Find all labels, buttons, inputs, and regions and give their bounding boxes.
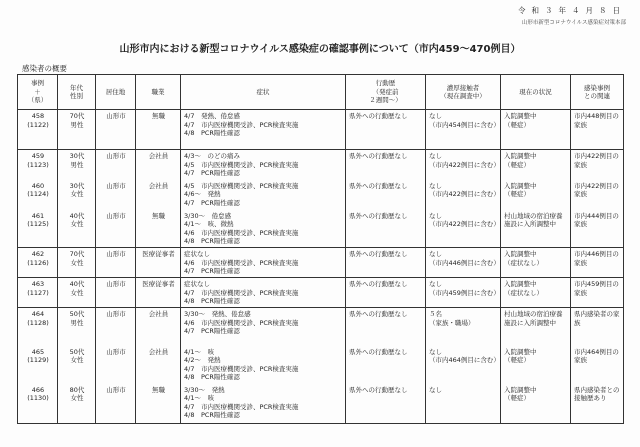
case-link-cell xyxy=(571,308,624,346)
residence: 山形市 xyxy=(106,152,126,160)
travel-history: 県外への行動歴なし xyxy=(349,112,408,120)
table-row xyxy=(18,110,624,150)
case-number-cell xyxy=(18,110,58,150)
case-link-cell xyxy=(571,150,624,180)
column-header-symptoms: 症状 xyxy=(181,75,346,110)
close-contacts-cell xyxy=(426,384,501,424)
age-sex-cell xyxy=(58,150,96,180)
case-link-cell xyxy=(571,278,624,308)
current-status-cell xyxy=(501,308,571,346)
current-status-cell xyxy=(501,110,571,150)
table-row xyxy=(18,210,624,248)
close-contacts-cell xyxy=(426,110,501,150)
age-sex-cell xyxy=(58,180,96,210)
occupation-cell xyxy=(136,210,181,248)
case-link-cell xyxy=(571,210,624,248)
close-contacts-cell xyxy=(426,308,501,346)
symptom-line: 4/5 市内医療機関受診、PCR検査実施 xyxy=(184,181,299,190)
residence: 山形市 xyxy=(106,310,126,318)
close-contacts: なし （市内422例目に含む） xyxy=(429,211,500,228)
table-header xyxy=(18,75,624,110)
case-number-cell xyxy=(18,248,58,278)
symptom-line: 4/6 市内医療機関受診、PCR検査実施 xyxy=(184,258,299,267)
occupation-cell xyxy=(136,248,181,278)
symptom-line: 4/1～ 咳 xyxy=(184,394,214,402)
current-status-cell xyxy=(501,278,571,308)
symptom-line: 4/7 PCR陽性確認 xyxy=(184,169,240,177)
case-link: 市内422例目の家族 xyxy=(574,152,619,169)
column-header-current-status: 現在の状況 xyxy=(501,75,571,110)
case-link-cell xyxy=(571,248,624,278)
travel-history-cell xyxy=(346,150,426,180)
residence: 山形市 xyxy=(106,347,126,356)
symptom-line: 4/7 市内医療機関受診、PCR検査実施 xyxy=(184,402,299,411)
symptom-line: 4/6 市内医療機関受診、PCR検査実施 xyxy=(184,318,299,327)
symptoms-cell xyxy=(181,308,346,346)
age-group: 50代 xyxy=(69,347,85,356)
prefecture-case-number: (1122) xyxy=(27,120,49,129)
case-number: 461 xyxy=(31,211,45,220)
case-link: 県内感染者の家族 xyxy=(574,310,620,327)
residence: 山形市 xyxy=(106,112,126,120)
residence-cell xyxy=(96,150,136,180)
age-sex-cell xyxy=(58,278,96,308)
case-number-cell xyxy=(18,180,58,210)
symptom-line: 4/7 発熱、倦怠感 xyxy=(184,112,240,120)
current-status-cell xyxy=(501,384,571,424)
close-contacts: ５名 （家族・職場） xyxy=(429,310,475,327)
sex: 男性 xyxy=(70,160,84,169)
close-contacts: なし （市内454例目に含む） xyxy=(429,112,500,129)
prefecture-case-number: (1126) xyxy=(27,258,49,267)
symptom-line: 4/7 市内医療機関受診、PCR検査実施 xyxy=(184,288,299,297)
symptom-line: 4/8 PCR陽性確認 xyxy=(184,129,240,137)
occupation-cell xyxy=(136,384,181,424)
travel-history-cell xyxy=(346,346,426,384)
travel-history-cell xyxy=(346,248,426,278)
occupation-cell xyxy=(136,278,181,308)
occupation: 会社員 xyxy=(148,181,169,190)
residence-cell xyxy=(96,110,136,150)
occupation: 医療従事者 xyxy=(142,250,175,258)
current-status-cell xyxy=(501,150,571,180)
column-header-case-number: 事例 ＋ （県） xyxy=(18,75,58,110)
symptom-line: 3/30～ 倦怠感 xyxy=(184,211,232,220)
case-link: 市内422例目の家族 xyxy=(574,181,619,198)
current-status: 入院調整中 （軽症） xyxy=(504,181,537,198)
prefecture-case-number: (1124) xyxy=(27,190,49,198)
table-row xyxy=(18,150,624,180)
symptom-line: 4/2～ 発熱 xyxy=(184,356,221,364)
age-group: 30代 xyxy=(69,152,85,160)
age-sex-cell xyxy=(58,346,96,384)
residence-cell xyxy=(96,180,136,210)
occupation: 会社員 xyxy=(148,347,169,356)
case-number-cell xyxy=(18,308,58,346)
age-group: 30代 xyxy=(69,181,85,190)
table-body xyxy=(18,110,624,424)
issuer: 山形市新型コロナウイルス感染症対策本部 xyxy=(521,20,626,26)
symptom-line: 4/7 市内医療機関受診、PCR検査実施 xyxy=(184,120,299,129)
occupation-cell xyxy=(136,346,181,384)
column-header-close-contacts: 濃厚接触者 （現在調査中） xyxy=(426,75,501,110)
symptom-line: 4/7 PCR陽性確認 xyxy=(184,198,240,207)
symptom-line: 症状なし xyxy=(184,250,210,258)
close-contacts: なし xyxy=(429,385,442,394)
close-contacts: なし （市内422例目に含む） xyxy=(429,181,500,198)
travel-history: 県外への行動歴なし xyxy=(349,310,408,318)
current-status: 入院調整中 （症状なし） xyxy=(504,250,543,267)
table-row xyxy=(18,278,624,308)
column-header-age-sex: 年代 性別 xyxy=(58,75,96,110)
age-group: 40代 xyxy=(69,211,85,220)
residence-cell xyxy=(96,308,136,346)
travel-history-cell xyxy=(346,278,426,308)
close-contacts-cell xyxy=(426,210,501,248)
column-header-residence: 居住地 xyxy=(96,75,136,110)
case-number: 463 xyxy=(31,280,45,288)
age-sex-cell xyxy=(58,210,96,248)
current-status: 村山地域の宿泊療養施設に入所調整中 xyxy=(504,211,563,228)
close-contacts: なし （市内446例目に含む） xyxy=(429,250,500,267)
occupation-cell xyxy=(136,180,181,210)
age-group: 70代 xyxy=(69,250,85,258)
current-status-cell xyxy=(501,248,571,278)
travel-history-cell xyxy=(346,180,426,210)
prefecture-case-number: (1123) xyxy=(27,160,49,169)
case-number-cell xyxy=(18,346,58,384)
current-status: 入院調整中 （症状なし） xyxy=(504,280,543,297)
case-link-cell xyxy=(571,110,624,150)
case-summary-table xyxy=(17,74,624,424)
symptoms-cell xyxy=(181,110,346,150)
case-number: 462 xyxy=(31,250,45,258)
symptom-line: 4/7 PCR陽性確認 xyxy=(184,327,240,335)
travel-history-cell xyxy=(346,210,426,248)
symptoms-cell xyxy=(181,384,346,424)
case-number-cell xyxy=(18,150,58,180)
sex: 女性 xyxy=(70,288,84,297)
prefecture-case-number: (1129) xyxy=(27,356,49,364)
case-number-cell xyxy=(18,210,58,248)
table-row xyxy=(18,384,624,424)
symptoms-cell xyxy=(181,278,346,308)
symptoms-cell xyxy=(181,150,346,180)
travel-history-cell xyxy=(346,110,426,150)
table-row xyxy=(18,346,624,384)
symptom-line: 3/30～ 発熱 xyxy=(184,385,225,394)
close-contacts: なし （市内464例目に含む） xyxy=(429,347,500,364)
occupation-cell xyxy=(136,110,181,150)
current-status: 入院調整中 （軽症） xyxy=(504,385,537,402)
occupation: 会社員 xyxy=(148,152,169,160)
close-contacts: なし （市内459例目に含む） xyxy=(429,280,500,297)
current-status-cell xyxy=(501,180,571,210)
case-link: 市内444例目の家族 xyxy=(574,211,619,228)
symptom-line: 3/30～ 発熱、倦怠感 xyxy=(184,310,251,318)
occupation-cell xyxy=(136,150,181,180)
sex: 男性 xyxy=(70,318,84,327)
current-status: 村山地域の宿泊療養施設に入所調整中 xyxy=(504,310,563,327)
travel-history: 県外への行動歴なし xyxy=(349,152,408,160)
case-link: 県内感染者との接触歴あり xyxy=(574,385,620,402)
case-link: 市内448例目の家族 xyxy=(574,112,619,129)
prefecture-case-number: (1127) xyxy=(27,288,49,297)
residence: 山形市 xyxy=(106,181,126,190)
sex: 男性 xyxy=(70,120,84,129)
travel-history: 県外への行動歴なし xyxy=(349,181,408,190)
symptom-line: 4/1～ 咳 xyxy=(184,347,214,356)
occupation: 無職 xyxy=(152,112,165,120)
symptom-line: 4/7 市内医療機関受診、PCR検査実施 xyxy=(184,364,299,373)
case-number: 465 xyxy=(31,347,45,356)
close-contacts-cell xyxy=(426,180,501,210)
symptom-line: 4/6～ 発熱 xyxy=(184,190,221,198)
symptom-line: 4/8 PCR陽性確認 xyxy=(184,411,240,419)
page-title: 山形市内における新型コロナウイルス感染症の確認事例について（市内459～470例目） xyxy=(119,44,521,55)
symptoms-cell xyxy=(181,180,346,210)
travel-history-cell xyxy=(346,384,426,424)
age-group: 70代 xyxy=(69,112,85,120)
close-contacts-cell xyxy=(426,278,501,308)
column-header-case-link: 感染事例 との関連 xyxy=(571,75,624,110)
travel-history: 県外への行動歴なし xyxy=(349,280,408,288)
case-number: 459 xyxy=(31,152,45,160)
sex: 女性 xyxy=(70,258,84,267)
age-group: 40代 xyxy=(69,280,85,288)
symptoms-cell xyxy=(181,210,346,248)
release-date: 令和３年４月８日 xyxy=(518,6,626,15)
current-status-cell xyxy=(501,346,571,384)
age-sex-cell xyxy=(58,248,96,278)
symptom-line: 4/8 PCR陽性確認 xyxy=(184,237,240,245)
section-title: 感染者の概要 xyxy=(22,64,67,73)
prefecture-case-number: (1125) xyxy=(27,220,49,228)
symptom-line: 4/1～ 咳、微熱 xyxy=(184,220,234,228)
residence: 山形市 xyxy=(106,280,126,288)
age-sex-cell xyxy=(58,384,96,424)
sex: 女性 xyxy=(70,394,84,402)
age-sex-cell xyxy=(58,110,96,150)
case-number: 460 xyxy=(31,181,45,190)
age-sex-cell xyxy=(58,308,96,346)
case-number-cell xyxy=(18,384,58,424)
travel-history: 県外への行動歴なし xyxy=(349,250,408,258)
occupation-cell xyxy=(136,308,181,346)
close-contacts-cell xyxy=(426,248,501,278)
symptom-line: 4/3～ のどの痛み xyxy=(184,152,240,160)
case-link-cell xyxy=(571,346,624,384)
case-number: 458 xyxy=(31,112,45,120)
residence-cell xyxy=(96,346,136,384)
case-number: 466 xyxy=(31,385,45,394)
travel-history: 県外への行動歴なし xyxy=(349,385,408,394)
table-row xyxy=(18,248,624,278)
residence-cell xyxy=(96,248,136,278)
travel-history-cell xyxy=(346,308,426,346)
occupation: 会社員 xyxy=(148,310,169,318)
case-number: 464 xyxy=(31,310,45,318)
current-status: 入院調整中 （軽症） xyxy=(504,347,537,364)
occupation: 無職 xyxy=(152,211,165,220)
current-status: 入院調整中 （軽症） xyxy=(504,152,537,169)
symptom-line: 4/8 PCR陽性確認 xyxy=(184,373,240,381)
symptom-line: 症状なし xyxy=(184,280,210,288)
symptom-line: 4/8 PCR陽性確認 xyxy=(184,297,240,305)
header-row xyxy=(18,75,624,110)
occupation: 医療従事者 xyxy=(142,280,175,288)
symptom-line: 4/5 市内医療機関受診、PCR検査実施 xyxy=(184,160,299,169)
residence-cell xyxy=(96,278,136,308)
symptoms-cell xyxy=(181,346,346,384)
table-row xyxy=(18,180,624,210)
travel-history: 県外への行動歴なし xyxy=(349,347,408,356)
age-group: 50代 xyxy=(69,310,85,318)
travel-history: 県外への行動歴なし xyxy=(349,211,408,220)
current-status-cell xyxy=(501,210,571,248)
column-header-occupation: 職業 xyxy=(136,75,181,110)
residence: 山形市 xyxy=(106,385,126,394)
current-status: 入院調整中 （軽症） xyxy=(504,112,537,129)
occupation: 無職 xyxy=(152,385,165,394)
table-row xyxy=(18,308,624,346)
symptoms-cell xyxy=(181,248,346,278)
close-contacts-cell xyxy=(426,346,501,384)
case-number-cell xyxy=(18,278,58,308)
close-contacts: なし （市内422例目に含む） xyxy=(429,152,500,169)
case-link: 市内464例目の家族 xyxy=(574,347,619,364)
case-link-cell xyxy=(571,180,624,210)
sex: 女性 xyxy=(70,356,84,364)
close-contacts-cell xyxy=(426,150,501,180)
sex: 女性 xyxy=(70,190,84,198)
age-group: 80代 xyxy=(69,385,85,394)
sex: 女性 xyxy=(70,220,84,228)
prefecture-case-number: (1128) xyxy=(27,318,49,327)
residence: 山形市 xyxy=(106,250,126,258)
case-link-cell xyxy=(571,384,624,424)
case-link: 市内459例目の家族 xyxy=(574,280,619,297)
symptom-line: 4/7 PCR陽性確認 xyxy=(184,267,240,275)
symptom-line: 4/6 市内医療機関受診、PCR検査実施 xyxy=(184,228,299,237)
case-link: 市内446例目の家族 xyxy=(574,250,619,267)
residence-cell xyxy=(96,210,136,248)
prefecture-case-number: (1130) xyxy=(27,394,49,402)
residence: 山形市 xyxy=(106,211,126,220)
residence-cell xyxy=(96,384,136,424)
column-header-travel-history: 行動歴 （発症前 ２週間～） xyxy=(346,75,426,110)
